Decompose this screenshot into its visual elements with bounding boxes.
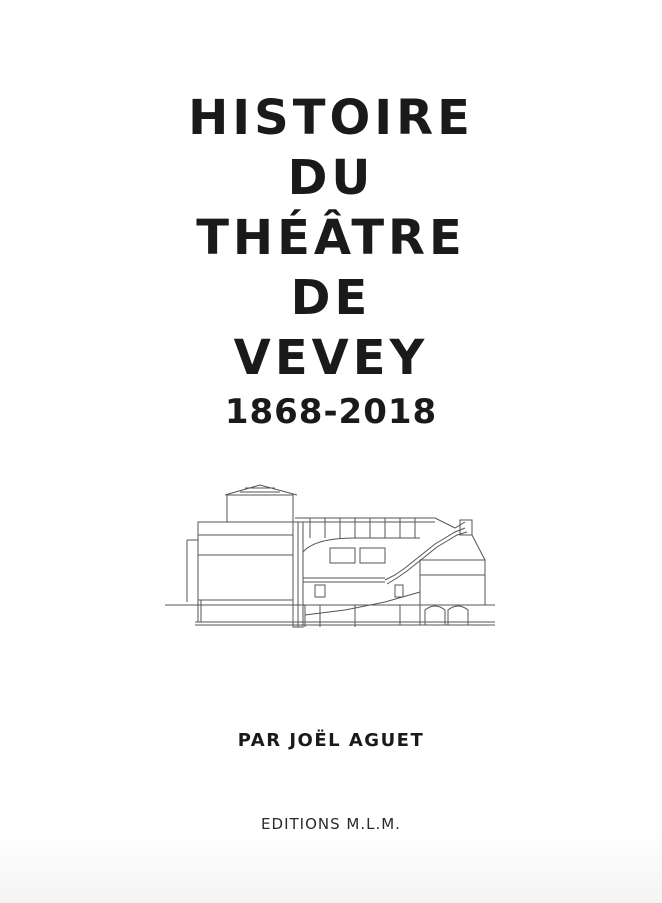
publisher-name: EDITIONS M.L.M. [261,815,401,833]
author-name: PAR JOËL AGUET [237,730,425,751]
fly-tower [227,495,293,522]
date-range: 1868-2018 [224,392,438,432]
book-title [0,88,662,432]
theatre-section-drawing [165,480,500,650]
title-line-4: DE [290,270,372,326]
title-line-5: VEVEY [233,330,429,386]
title-line-2: DU [287,150,375,206]
title-line-3: THÉÂTRE [196,210,466,266]
left-wing [198,522,293,622]
title-line-1: HISTOIRE [188,90,474,146]
